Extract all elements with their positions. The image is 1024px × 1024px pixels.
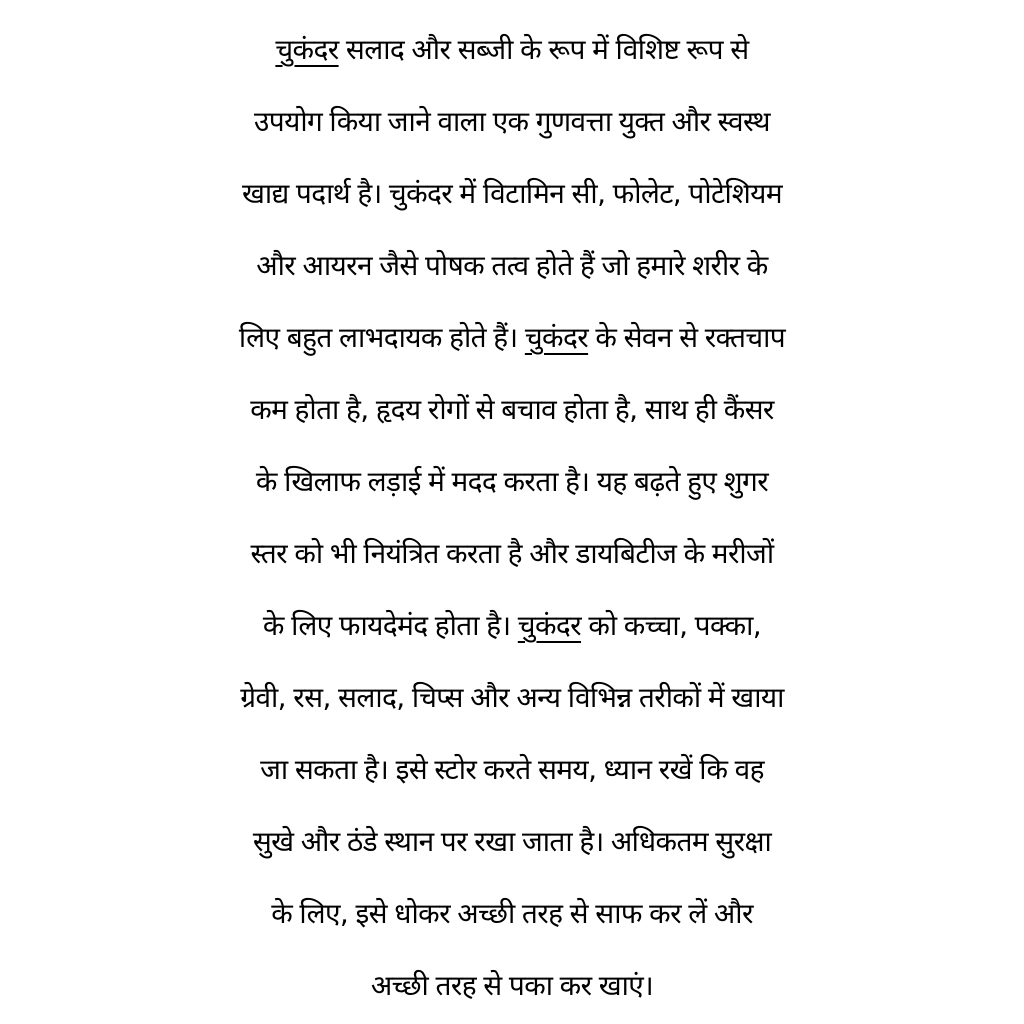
line-9-suffix: को कच्चा, पक्का, bbox=[581, 609, 762, 642]
line-4-text: और आयरन जैसे पोषक तत्व होते हैं जो हमारे शरीर के bbox=[256, 249, 768, 282]
line-8-text: स्तर को भी नियंत्रित करता है और डायबिटीज के मरीजों bbox=[250, 537, 774, 570]
line-2-text: उपयोग किया जाने वाला एक गुणवत्ता युक्त और स्वस्थ bbox=[254, 105, 770, 138]
text-line-5 bbox=[0, 302, 1024, 374]
line-9-prefix: के लिए फायदेमंद होता है। bbox=[262, 609, 518, 642]
line-14-text: अच्छी तरह से पका कर खाएं। bbox=[370, 969, 654, 1002]
text-line-12 bbox=[0, 806, 1024, 878]
line-6-text: कम होता है, हृदय रोगों से बचाव होता है, साथ ही कैंसर bbox=[250, 393, 774, 426]
text-line-10 bbox=[0, 662, 1024, 734]
line-5-suffix: के सेवन से रक्तचाप bbox=[588, 321, 786, 354]
text-line-11 bbox=[0, 734, 1024, 806]
line-5-prefix: लिए बहुत लाभदायक होते हैं। bbox=[238, 321, 525, 354]
text-line-3 bbox=[0, 158, 1024, 230]
keyword-underlined-3: चुकंदर bbox=[517, 609, 582, 642]
text-line-9 bbox=[0, 590, 1024, 662]
text-line-2 bbox=[0, 86, 1024, 158]
text-line-7 bbox=[0, 446, 1024, 518]
text-line-1 bbox=[0, 14, 1024, 86]
keyword-underlined-2: चुकंदर bbox=[524, 321, 589, 354]
line-13-text: के लिए, इसे धोकर अच्छी तरह से साफ कर लें और bbox=[271, 897, 753, 930]
line-12-text: सुखे और ठंडे स्थान पर रखा जाता है। अधिकतम सुरक्षा bbox=[252, 825, 772, 858]
line-10-text: ग्रेवी, रस, सलाद, चिप्स और अन्य विभिन्न तरीकों में खाया bbox=[240, 681, 784, 714]
line-3-text: खाद्य पदार्थ है। चुकंदर में विटामिन सी, फोलेट, पोटेशियम bbox=[242, 177, 782, 210]
text-line-14 bbox=[0, 950, 1024, 1022]
keyword-underlined-1: चुकंदर bbox=[275, 33, 339, 66]
line-7-text: के खिलाफ लड़ाई में मदद करता है। यह बढ़ते हुए शुगर bbox=[255, 465, 769, 498]
text-line-13 bbox=[0, 878, 1024, 950]
text-line-6 bbox=[0, 374, 1024, 446]
line-1-suffix: सलाद और सब्जी के रूप में विशिष्ट रूप से bbox=[338, 33, 749, 66]
text-line-4 bbox=[0, 230, 1024, 302]
line-11-text: जा सकता है। इसे स्टोर करते समय, ध्यान रखें कि वह bbox=[260, 753, 764, 786]
text-line-8 bbox=[0, 518, 1024, 590]
